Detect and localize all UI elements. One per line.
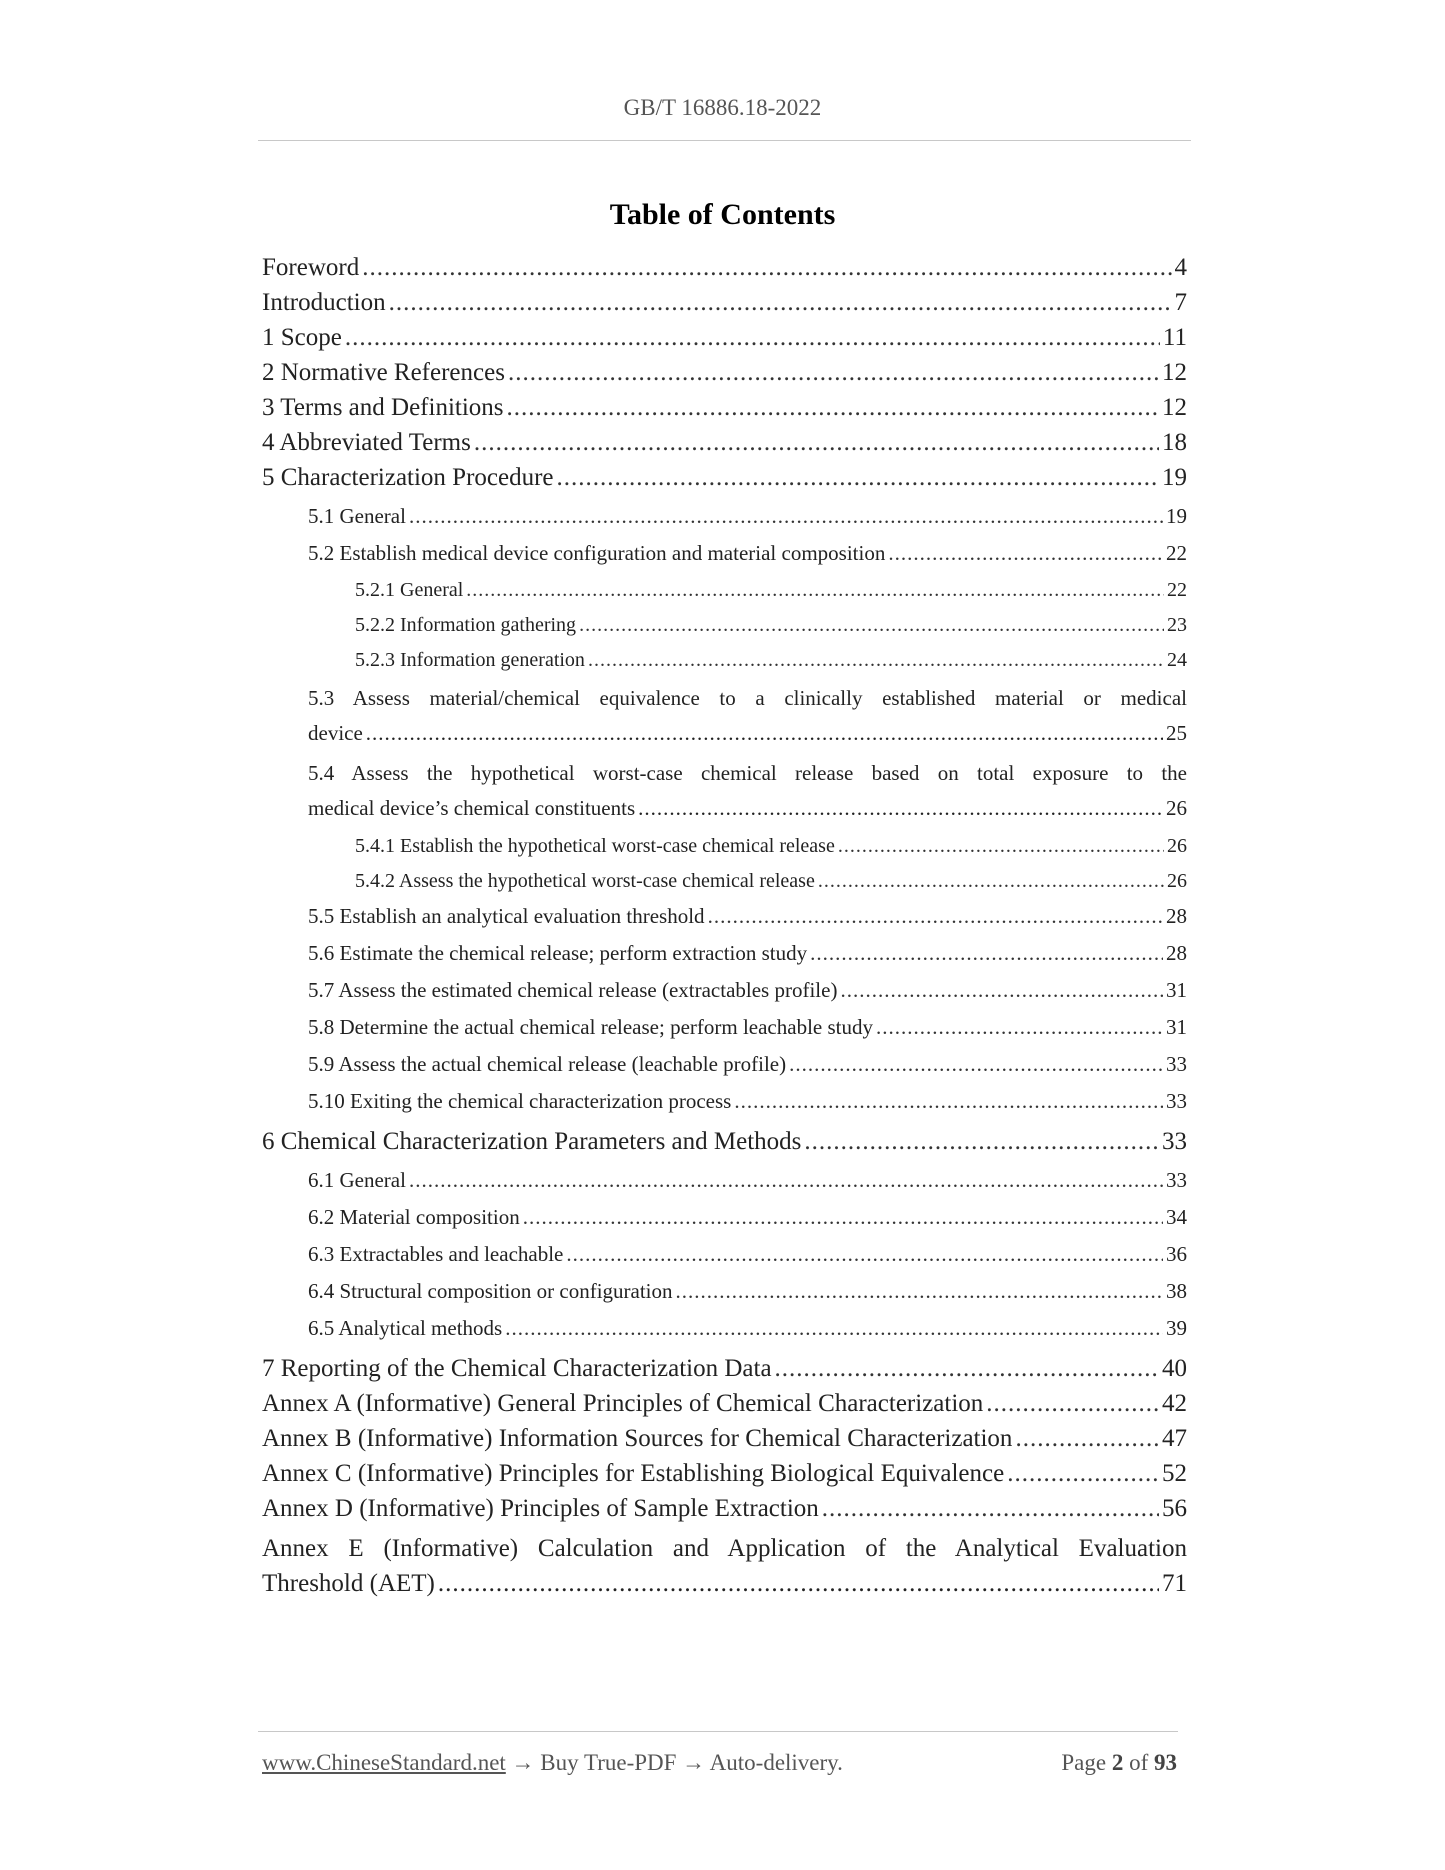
toc-entry-5-3[interactable] <box>308 681 1187 751</box>
dot-leader <box>366 716 1163 751</box>
dot-leader <box>566 1240 1163 1269</box>
toc-entry-page: 56 <box>1162 1495 1187 1522</box>
toc-entry-label: 5.7 Assess the estimated chemical release (extractables profile) <box>308 978 838 1002</box>
toc-entry-label: Annex B (Informative) Information Sources for Chemical Characterization <box>262 1425 1013 1452</box>
document-standard-code: GB/T 16886.18-2022 <box>623 95 822 120</box>
toc-entry-label: Introduction <box>262 289 386 316</box>
toc-entry-5-6[interactable] <box>308 939 1187 968</box>
toc-entry-page: 47 <box>1162 1425 1187 1452</box>
toc-entry-introduction[interactable] <box>262 285 1187 320</box>
toc-entry-label-line2: device <box>308 721 363 745</box>
toc-entry-page: 33 <box>1166 1052 1187 1076</box>
toc-entry-page: 26 <box>1166 796 1187 820</box>
toc-entry-label: 5.2.3 Information generation <box>355 649 585 671</box>
toc-entry-characterization-procedure[interactable] <box>262 460 1187 495</box>
toc-entry-label: 3 Terms and Definitions <box>262 394 504 421</box>
toc-entry-label: 5.4.2 Assess the hypothetical worst-case chemical release <box>355 870 815 892</box>
page-of: of <box>1129 1750 1149 1775</box>
page-current: 2 <box>1111 1750 1124 1775</box>
toc-entry-page: 33 <box>1166 1168 1187 1192</box>
dot-leader <box>362 250 1171 285</box>
dot-leader <box>409 1166 1163 1195</box>
dot-leader <box>818 867 1164 895</box>
toc-entry-page: 18 <box>1162 429 1187 456</box>
toc-entry-abbreviated-terms[interactable] <box>262 425 1187 460</box>
toc-entry-annex-d[interactable] <box>262 1491 1187 1526</box>
toc-entry-reporting[interactable] <box>262 1351 1187 1386</box>
dot-leader <box>557 460 1159 495</box>
toc-entry-label: Foreword <box>262 254 360 281</box>
toc-entry-label: 4 Abbreviated Terms <box>262 429 471 456</box>
dot-leader <box>508 355 1159 390</box>
toc-entry-label: 5.4.1 Establish the hypothetical worst-case chemical release <box>355 835 835 857</box>
toc-entry-normative-references[interactable] <box>262 355 1187 390</box>
toc-entry-annex-a[interactable] <box>262 1386 1187 1421</box>
toc-entry-label: 5.1 General <box>308 504 406 528</box>
toc-entry-5-2-2[interactable] <box>355 611 1187 639</box>
toc-entry-foreword[interactable] <box>262 250 1187 285</box>
toc-entry-label: Annex C (Informative) Principles for Establishing Biological Equivalence <box>262 1460 1005 1487</box>
toc-entry-5-8[interactable] <box>308 1013 1187 1042</box>
footer-divider <box>258 1731 1178 1732</box>
header-divider <box>258 140 1191 141</box>
dot-leader <box>789 1050 1163 1079</box>
dot-leader <box>734 1087 1163 1116</box>
toc-entry-page: 12 <box>1162 394 1187 421</box>
toc-entry-page: 34 <box>1166 1205 1187 1229</box>
toc-entry-page: 31 <box>1166 978 1187 1002</box>
dot-leader <box>438 1566 1159 1601</box>
toc-entry-5-9[interactable] <box>308 1050 1187 1079</box>
toc-entry-label: Annex D (Informative) Principles of Sample Extraction <box>262 1495 819 1522</box>
toc-entry-page: 42 <box>1162 1390 1187 1417</box>
toc-entry-5-1[interactable] <box>308 502 1187 531</box>
toc-entry-label: 6.5 Analytical methods <box>308 1316 503 1340</box>
dot-leader <box>876 1013 1163 1042</box>
toc-entry-5-2-3[interactable] <box>355 646 1187 674</box>
dot-leader <box>822 1491 1159 1526</box>
toc-entry-annex-e[interactable] <box>262 1531 1187 1601</box>
toc-entry-page: 28 <box>1166 904 1187 928</box>
toc-entry-page: 39 <box>1166 1316 1187 1340</box>
toc-entry-page: 23 <box>1167 614 1187 636</box>
toc-entry-label: Annex A (Informative) General Principles of Chemical Characterization <box>262 1390 984 1417</box>
toc-entry-page: 26 <box>1167 835 1187 857</box>
dot-leader <box>804 1124 1159 1159</box>
toc-entry-page: 24 <box>1167 649 1187 671</box>
toc-entry-label-line1: Annex E (Informative) Calculation and Application of the Analytical Evaluation <box>262 1535 1187 1562</box>
dot-leader <box>708 902 1163 931</box>
toc-entry-page: 31 <box>1166 1015 1187 1039</box>
dot-leader <box>986 1386 1159 1421</box>
dot-leader <box>523 1203 1163 1232</box>
toc-entry-page: 19 <box>1166 504 1187 528</box>
toc-entry-page: 19 <box>1162 464 1187 491</box>
toc-entry-scope[interactable] <box>262 320 1187 355</box>
toc-entry-page: 40 <box>1162 1355 1187 1382</box>
toc-entry-label: 6.4 Structural composition or configuration <box>308 1279 673 1303</box>
toc-heading: Table of Contents <box>609 198 836 231</box>
toc-entry-page: 36 <box>1166 1242 1187 1266</box>
toc-entry-page: 12 <box>1162 359 1187 386</box>
toc-entry-label: 5.2.1 General <box>355 579 464 601</box>
dot-leader <box>474 425 1159 460</box>
toc-entry-5-10[interactable] <box>308 1087 1187 1116</box>
toc-entry-chemical-parameters[interactable] <box>262 1124 1187 1159</box>
toc-entry-page: 38 <box>1166 1279 1187 1303</box>
dot-leader <box>1015 1421 1159 1456</box>
toc-entry-page: 33 <box>1162 1128 1187 1155</box>
dot-leader <box>838 832 1164 860</box>
toc-entry-label: 6 Chemical Characterization Parameters and Methods <box>262 1128 802 1155</box>
toc-entry-5-4-2[interactable] <box>355 867 1187 895</box>
toc-entry-5-7[interactable] <box>308 976 1187 1005</box>
dot-leader <box>588 646 1164 674</box>
toc-entry-page: 22 <box>1166 541 1187 565</box>
toc-entry-6-4[interactable] <box>308 1277 1187 1306</box>
toc-entry-page: 33 <box>1166 1089 1187 1113</box>
toc-entry-label: 7 Reporting of the Chemical Characterization Data <box>262 1355 772 1382</box>
toc-entry-label: 5.2 Establish medical device configuration and material composition <box>308 541 886 565</box>
dot-leader <box>638 791 1163 826</box>
page-indicator <box>1061 1750 1177 1776</box>
toc-entry-5-4-1[interactable] <box>355 832 1187 860</box>
toc-entry-label: 1 Scope <box>262 324 342 351</box>
toc-entry-label: 5.6 Estimate the chemical release; perform extraction study <box>308 941 808 965</box>
toc-entry-label-line2: Threshold (AET) <box>262 1570 435 1597</box>
toc-entry-label: 5 Characterization Procedure <box>262 464 554 491</box>
toc-entry-5-2-1[interactable] <box>355 576 1187 604</box>
toc-entry-label: 5.9 Assess the actual chemical release (leachable profile) <box>308 1052 787 1076</box>
toc-entry-page: 28 <box>1166 941 1187 965</box>
dot-leader <box>840 976 1163 1005</box>
toc-entry-page: 11 <box>1162 324 1187 351</box>
toc-entry-label: 2 Normative References <box>262 359 505 386</box>
toc-entry-label: 5.5 Establish an analytical evaluation threshold <box>308 904 705 928</box>
dot-leader <box>507 390 1159 425</box>
dot-leader <box>810 939 1163 968</box>
toc-entry-label: 6.2 Material composition <box>308 1205 520 1229</box>
toc-entry-label: 6.1 General <box>308 1168 406 1192</box>
toc-entry-terms-definitions[interactable] <box>262 390 1187 425</box>
dot-leader <box>676 1277 1163 1306</box>
toc-entry-5-4[interactable] <box>308 756 1187 826</box>
toc-entry-page: 4 <box>1174 254 1187 281</box>
toc-entry-label: 5.8 Determine the actual chemical release; perform leachable study <box>308 1015 873 1039</box>
toc-entry-page: 7 <box>1174 289 1187 316</box>
toc-entry-label-line1: 5.4 Assess the hypothetical worst-case chemical release based on total exposure to the <box>308 761 1187 785</box>
toc-entry-page: 25 <box>1166 721 1187 745</box>
page-total: 93 <box>1154 1750 1177 1775</box>
dot-leader <box>505 1314 1163 1343</box>
toc-entry-6-5[interactable] <box>308 1314 1187 1343</box>
toc-entry-5-2[interactable] <box>308 539 1187 568</box>
promo-text: → Buy True-PDF → Auto-delivery. <box>505 1750 843 1775</box>
toc-entry-label-line2: medical device’s chemical constituents <box>308 796 636 820</box>
dot-leader <box>466 576 1164 604</box>
toc-entry-6-2[interactable] <box>308 1203 1187 1232</box>
table-of-contents <box>262 250 1187 1604</box>
dot-leader <box>579 611 1164 639</box>
toc-entry-label: 5.10 Exiting the chemical characterization process <box>308 1089 732 1113</box>
footer-promo <box>262 1750 843 1776</box>
dot-leader <box>345 320 1160 355</box>
toc-entry-5-5[interactable] <box>308 902 1187 931</box>
toc-entry-page: 71 <box>1162 1570 1187 1597</box>
toc-entry-label-line1: 5.3 Assess material/chemical equivalence to a clinically established material or medical <box>308 686 1187 710</box>
dot-leader <box>775 1351 1159 1386</box>
dot-leader <box>389 285 1172 320</box>
page-word: Page <box>1061 1750 1107 1775</box>
site-link[interactable]: www.ChineseStandard.net <box>262 1750 506 1775</box>
toc-entry-6-3[interactable] <box>308 1240 1187 1269</box>
dot-leader <box>409 502 1163 531</box>
toc-entry-label: 5.2.2 Information gathering <box>355 614 577 636</box>
toc-entry-page: 26 <box>1167 870 1187 892</box>
toc-entry-page: 52 <box>1162 1460 1187 1487</box>
toc-entry-annex-b[interactable] <box>262 1421 1187 1456</box>
toc-entry-6-1[interactable] <box>308 1166 1187 1195</box>
toc-entry-label: 6.3 Extractables and leachable <box>308 1242 564 1266</box>
dot-leader <box>888 539 1163 568</box>
dot-leader <box>1007 1456 1159 1491</box>
toc-entry-page: 22 <box>1167 579 1187 601</box>
toc-entry-annex-c[interactable] <box>262 1456 1187 1491</box>
page-footer <box>262 1750 1177 1776</box>
